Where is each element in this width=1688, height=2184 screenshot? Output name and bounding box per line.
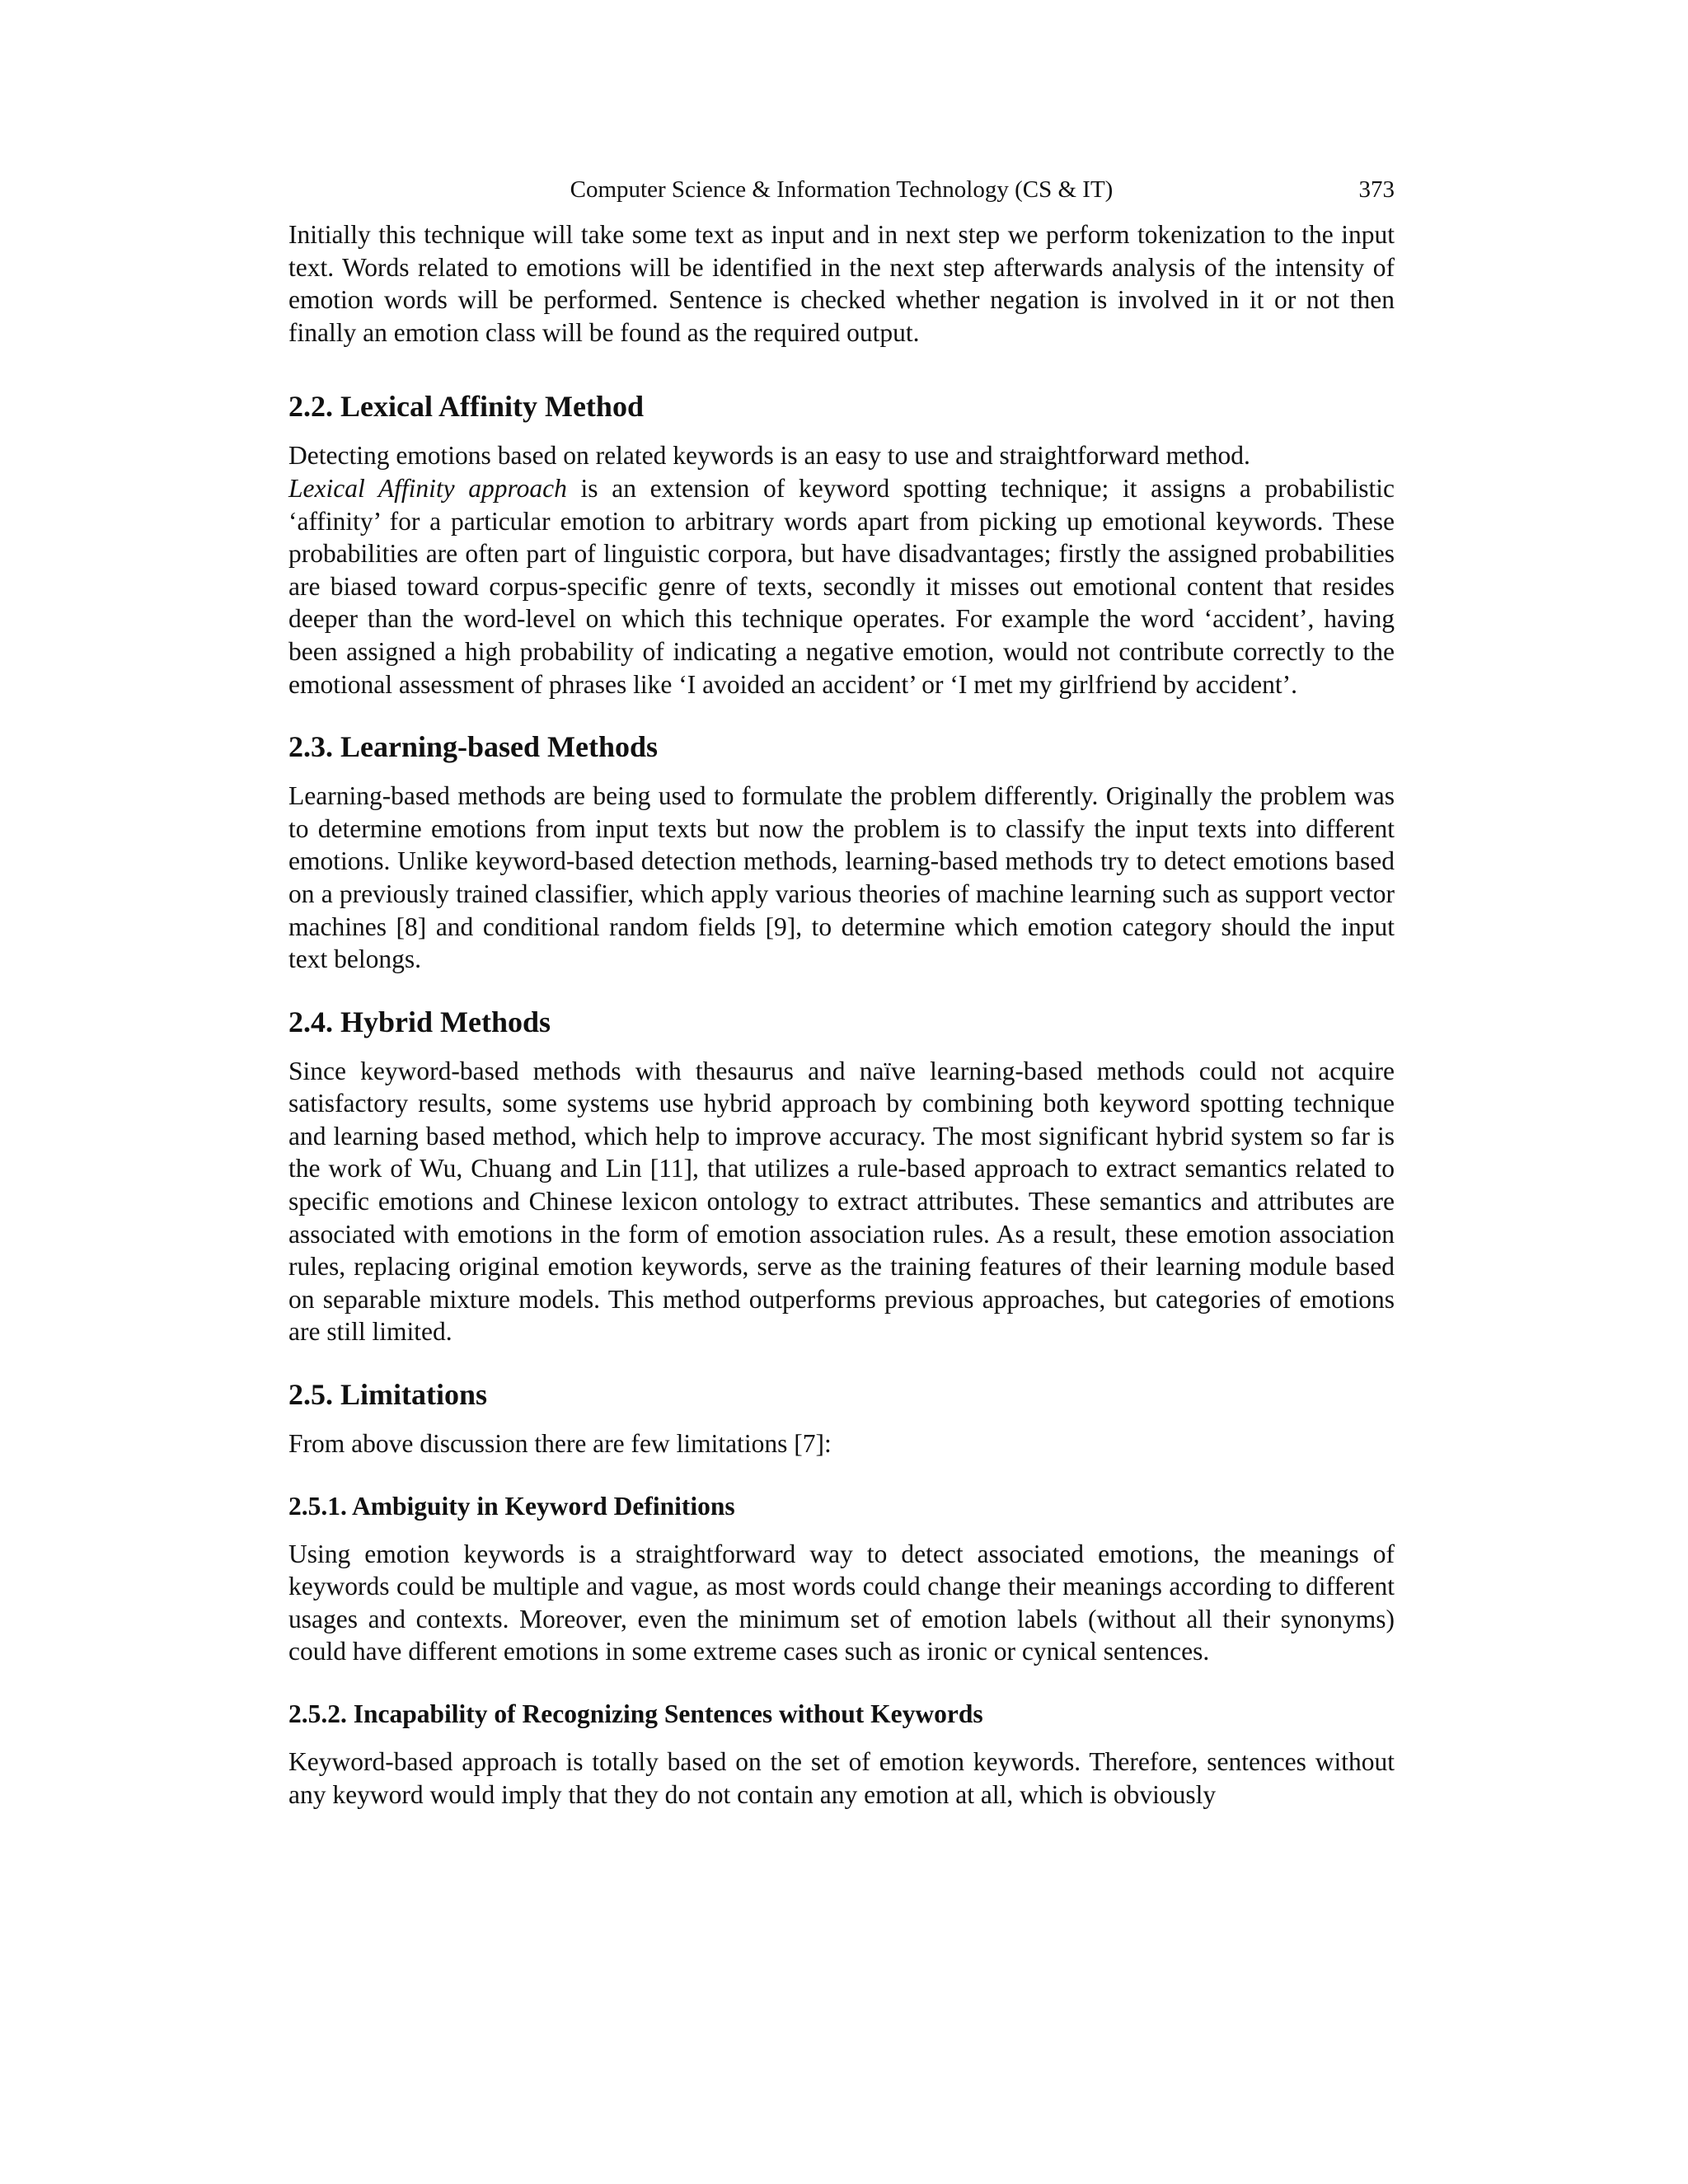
hybrid-paragraph: Since keyword-based methods with thesaurus and naïve learning-based methods could not acquire satisfactory results, some systems use hybrid approach by combining both keyword spotting technique and learning based method, which help to improve accuracy. The most significant hybrid system so far is the work of Wu, Chuang and Lin [11], that utilizes a rule-based approach to extract semantics related to specific emotions and Chinese lexicon ontology to extract attributes. These semantics and attributes are associated with emotions in the form of emotion association rules. As a result, these emotion association rules, replacing original emotion keywords, serve as the training features of their learning module based on separable mixture models. This method outperforms previous approaches, but categories of emotions are still limited. [288, 1056, 1395, 1347]
section-heading-lexical-affinity: 2.2. Lexical Affinity Method [288, 390, 644, 424]
section-heading-hybrid: 2.4. Hybrid Methods [288, 1005, 551, 1038]
page-number: 373 [1358, 176, 1395, 203]
lexical-affinity-lead: Detecting emotions based on related keywords is an easy to use and straightforward method. [288, 441, 1250, 471]
section-heading-limitations: 2.5. Limitations [288, 1378, 488, 1412]
running-header [288, 171, 1395, 208]
subsection-heading-incapability: 2.5.2. Incapability of Recognizing Sentences without Keywords [288, 1699, 983, 1728]
ambiguity-paragraph: Using emotion keywords is a straightforward way to detect associated emotions, the meanings of keywords could be multiple and vague, as most words could change their meanings according to different usages and contexts. Moreover, even the minimum set of emotion labels (without all their synonyms) could have different emotions in some extreme cases such as ironic or cynical sentences. [288, 1539, 1395, 1666]
journal-title: Computer Science & Information Technology (CS & IT) [570, 176, 1114, 203]
lexical-affinity-text: is an extension of keyword spotting technique; it assigns a probabilistic ‘affinity’ for a particular emotion to arbitrary words apart from picking up emotional keywords. These probabilities are often part of linguistic corpora, but have disadvantages; firstly the assigned probabilities are biased toward corpus-specific genre of texts, secondly it misses out emotional content that resides deeper than the word-level on which this technique operates. For example the word ‘accident’, having been assigned a high probability of indicating a negative emotion, would not contribute correctly to the emotional assessment of phrases like ‘I avoided an accident’ or ‘I met my girlfriend by accident’. [288, 473, 1395, 699]
incapability-paragraph: Keyword-based approach is totally based on the set of emotion keywords. Therefore, sentences without any keyword would imply that they do not contain any emotion at all, which is obviously [288, 1747, 1395, 1809]
lexical-affinity-term: Lexical Affinity approach [288, 473, 567, 503]
body-content [288, 218, 1395, 1811]
section-heading-learning-based: 2.3. Learning-based Methods [288, 730, 659, 764]
limitations-paragraph: From above discussion there are few limitations [7]: [288, 1429, 832, 1459]
subsection-heading-ambiguity: 2.5.1. Ambiguity in Keyword Definitions [288, 1491, 735, 1521]
lexical-affinity-paragraph [288, 472, 1395, 701]
intro-paragraph: Initially this technique will take some text as input and in next step we perform tokenization to the input text. Words related to emotions will be identified in the next step afterwards analysis of the intensity of emotion words will be performed. Sentence is checked whether negation is involved in it or not then finally an emotion class will be found as the required output. [288, 220, 1395, 347]
learning-based-paragraph: Learning-based methods are being used to formulate the problem differently. Originally the problem was to determine emotions from input texts but now the problem is to classify the input texts into different emotions. Unlike keyword-based detection methods, learning-based methods try to detect emotions based on a previously trained classifier, which apply various theories of machine learning such as support vector machines [8] and conditional random fields [9], to determine which emotion category should the input text belongs. [288, 781, 1395, 974]
